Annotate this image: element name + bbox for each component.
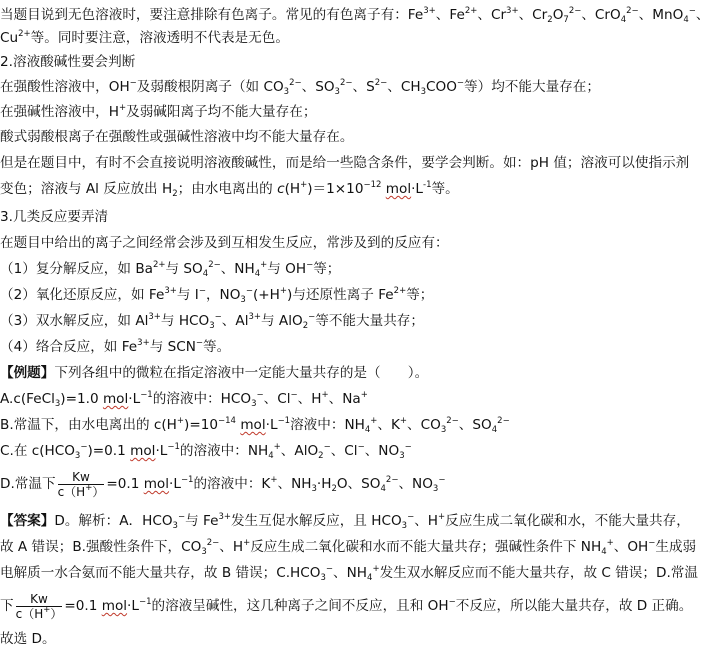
sup: + [321,390,329,400]
option-d [0,464,717,504]
answer-label: 【答案】 [0,513,55,529]
sup: − [306,260,314,270]
sup: 2− [385,475,399,485]
sub: 4 [491,425,498,435]
text: 等）均不能大量存在； [464,79,600,95]
sup: −1 [277,416,291,426]
section-3-title: 3.几类反应要弄清 [0,209,109,225]
sup: −1 [167,442,180,452]
text: )=1.0 [60,391,103,407]
text: 变色；溶液与 Al 反应放出 H [0,181,173,197]
example-stem [0,360,717,386]
text: 、Cr [518,7,548,23]
text: )=10 [184,417,219,433]
text: 、NO [398,476,433,492]
text: 的溶液中：K [193,476,271,492]
sub: 2 [318,451,324,461]
sup: 3+ [248,312,261,322]
sup: + [360,390,368,400]
sub: 3 [401,521,408,531]
text: 等。同时要注意，溶液透明不代表是无色。 [30,30,289,46]
option-a [0,386,717,412]
sup: − [404,442,412,452]
text: 、CH [387,79,421,95]
text: 、Cl [263,391,291,407]
sup: + [273,442,281,452]
text: 、NH [277,476,312,492]
sup: − [290,390,298,400]
text: ·L [155,443,168,459]
sup: 2+ [464,6,478,16]
sub: 3 [172,521,178,531]
text: 、NH [220,261,255,277]
sub: 3 [54,399,61,409]
text: D。解析：A．HCO [54,513,173,529]
sub: 3 [432,484,439,494]
sup: 3+ [164,286,177,296]
text: 、Fe [435,7,465,23]
section-2-title: 2.溶液酸碱性要会判断 [0,54,136,70]
text: (+H [252,287,280,303]
text: 、Cl [330,443,358,459]
option-b [0,412,717,438]
sup: 2− [339,78,353,88]
sup: − [198,286,206,296]
option-c [0,438,717,464]
text: （2）氧化还原反应，如 Fe [0,287,165,303]
mol-unit: mol [130,443,156,459]
text: 溶液中：NH [290,417,365,433]
fraction-denominator [57,482,105,499]
sup: 2− [626,6,639,16]
text: 发生双水解反应而不能大量共存，故 C 错误；D.常温 [379,565,698,581]
text: O、SO [336,476,381,492]
text: c（H [57,484,86,499]
text: 等。 [431,181,459,197]
sup: − [407,512,415,522]
sup: −1 [138,597,152,607]
sub: 4 [620,15,627,25]
text: 故 A 错误；B.强酸性条件下，CO [0,539,202,555]
text: 不反应，所以能大量共存，故 D 正确。 [455,598,693,614]
text: 、H [297,391,322,407]
text: ·H [316,476,332,492]
text: 生成弱 [655,539,697,555]
sup: −12 [363,180,382,190]
mol-unit: mol [385,181,412,197]
sub: 3 [334,87,340,97]
text: 反应生成二氧化碳和水而不能大量共存；强碱性条件下 NH [250,539,602,555]
text: ；由水电离出的 [177,181,278,197]
sup: + [43,604,51,615]
sup: 2− [374,78,388,88]
sup: 3+ [148,312,161,322]
sup: − [448,597,456,607]
sup: 3+ [218,512,231,522]
sup: − [325,564,334,574]
text: ，NO [205,287,241,303]
hint-line-2 [0,176,717,202]
text: （4）络合反应，如 Fe [0,339,138,355]
text: ·L [411,181,424,197]
text: 等； [406,287,434,303]
kw-fraction [58,470,105,499]
text: ·L [128,391,141,407]
sub: 3 [209,321,215,331]
sub: 4 [601,547,607,557]
text: ·L [169,476,181,492]
sup: -1 [423,180,432,190]
mol-unit: mol [102,391,129,407]
sup: 2− [208,260,221,270]
text: （3）双水解反应，如 Al [0,313,149,329]
sup: + [243,538,251,548]
sub: 4 [202,269,209,279]
text: 的溶液中：HCO [152,391,252,407]
text: 、 [695,7,710,23]
example-label: 【例题】 [0,365,55,381]
text: 、Cr [477,7,507,23]
text: 发生互促水解反应，且 HCO [230,513,402,529]
text: 、NH [333,565,368,581]
sup: + [176,416,185,426]
sup: + [279,286,288,296]
sup: 2− [497,416,510,426]
sub: 3 [251,399,257,409]
sub: 4 [380,484,386,494]
sub: 3 [440,425,447,435]
text: c（H [15,606,44,621]
sub: 4 [683,15,689,25]
fraction-numerator: Kw [16,592,63,607]
sup: − [323,442,331,452]
text: 在强碱性溶液中，H [0,104,119,120]
sub: 3 [74,451,81,461]
sub: 4 [367,573,373,583]
text: 、CO [407,417,441,433]
text: =0.1 [106,476,144,492]
text: C.在 c(HCO [0,443,75,459]
sup: −14 [218,416,236,426]
sub: 2 [302,321,309,331]
text: 与 SO [165,261,203,277]
text: 与 I [176,287,199,303]
sup: + [260,260,268,270]
answer-line-4 [0,586,717,626]
sup: − [195,338,204,348]
text: A.c(FeCl [0,391,55,407]
sup: − [357,442,365,452]
sub: 3 [240,295,246,305]
text: 当题目说到无色溶液时，要注意排除有色离子。常见的有色离子有：Fe [0,7,424,23]
text: 、SO [458,417,492,433]
sup: 2− [289,78,302,88]
text: COO [426,79,457,95]
text: 及弱酸根阴离子（如 CO [136,79,284,95]
text: 的溶液呈碱性，这几种离子之间不反应，且和 OH [151,598,449,614]
sub: 2 [547,15,553,25]
text: 与 AlO [261,313,303,329]
kw-fraction [16,592,63,621]
text: B.常温下，由水电离出的 c(H [0,417,177,433]
sup: − [177,512,186,522]
text: 等。 [203,339,231,355]
text: 、OH [613,539,649,555]
text: (H [284,181,301,197]
text: 、CrO [581,7,621,23]
acid-solution-line [0,74,717,100]
acid-salt-line: 酸式弱酸根离子在强酸性或强碱性溶液中均不能大量存在。 [0,129,354,145]
sub: 2 [172,189,178,199]
text: 与 OH [267,261,307,277]
text: 下列各组中的微粒在指定溶液中一定能大量共存的是（ ）。 [54,365,429,381]
reaction-4 [0,334,717,360]
text: 反应生成二氧化碳和水，不能大量共存， [445,513,690,529]
fraction-numerator: Kw [58,470,105,485]
text: 、H [219,539,244,555]
sup: − [456,78,465,88]
sup: + [370,416,378,426]
sup: 2+ [393,286,407,296]
sup: 3+ [506,6,519,16]
text: 、H [414,513,439,529]
sup: + [606,538,614,548]
text: 、AlO [280,443,319,459]
sup: − [80,442,88,452]
text: 等不能大量共存； [315,313,424,329]
text: 、Al [221,313,249,329]
mol-unit: mol [240,417,266,433]
text: 、K [377,417,400,433]
base-solution-line [0,99,717,125]
sub: 3 [420,87,426,97]
sup: 2− [446,416,459,426]
hint-line-1: 但是在题目中，有时不会直接说明溶液酸碱性，而是给一些隐含条件，要学会判断。如：pH 值；溶液可以使指示剂 [0,155,690,171]
mol-unit: mol [101,598,128,614]
sub: 2 [331,484,337,494]
sup: + [300,180,308,190]
reactions-intro: 在题目中给出的离子之间经常会涉及到互相发生反应，常涉及到的反应有： [0,235,449,251]
answer-line-3 [0,560,717,586]
sup: 2+ [152,260,166,270]
text: O [552,7,564,23]
answer-line-5: 故选 D。 [0,631,56,647]
reaction-3 [0,308,717,334]
sub: 3 [201,547,207,557]
sub: 7 [563,15,569,25]
sup: −1 [180,475,194,485]
text: 及弱碱阳离子均不能大量存在； [126,104,317,120]
text: D.常温下 [0,476,56,492]
sup: − [214,312,222,322]
sup: 3+ [137,338,150,348]
sup: + [85,482,93,493]
sub: 3 [320,573,326,583]
text: 在强酸性溶液中，OH [0,79,130,95]
sup: 2− [568,6,582,16]
sub: 4 [254,269,261,279]
text: （1）复分解反应，如 Ba [0,261,153,277]
sup: + [438,512,446,522]
answer-line-2 [0,534,717,560]
sup: − [245,286,253,296]
text: 电解质一水合氨而不能大量共存，故 B 错误；C.HCO [0,565,321,581]
sup: −1 [140,390,153,400]
text: )与还原性离子 Fe [287,287,394,303]
sup: − [256,390,264,400]
text: 、Na [328,391,361,407]
text: ·L [127,598,139,614]
sub: 3 [399,451,405,461]
sup: − [688,6,696,16]
sup: − [129,78,137,88]
text: 与 SCN [149,339,196,355]
text: 、NO [364,443,400,459]
text: )＝1×10 [307,181,364,197]
sub: 4 [268,451,274,461]
sup: − [648,538,656,548]
sub: 4 [364,425,371,435]
text: ） [92,484,105,499]
text: =0.1 [64,598,102,614]
text: 、SO [301,79,335,95]
sup: 2+ [18,29,31,39]
reaction-2 [0,282,717,308]
sup: − [308,312,316,322]
sup: − [438,475,446,485]
sup: + [118,103,127,113]
text: ·L [265,417,278,433]
text: 、MnO [638,7,684,23]
text: 、S [352,79,375,95]
text: 与 HCO [160,313,210,329]
text: 与 Fe [185,513,219,529]
text: 等； [313,261,341,277]
text: Cu [0,30,19,46]
fraction-denominator [15,604,63,621]
answer-line-1 [0,508,717,534]
sup: 2− [206,538,220,548]
italic-c: c [277,181,285,197]
mol-unit: mol [143,476,170,492]
text: ） [50,606,63,621]
sup: 3+ [423,6,436,16]
text: 的溶液中：NH [179,443,269,459]
sub: 3 [283,87,290,97]
sup: + [372,564,380,574]
text: 下 [0,598,14,614]
colored-ions-line-2 [0,25,717,51]
text: )=0.1 [87,443,131,459]
sup: + [270,475,278,485]
sup: + [399,416,408,426]
reaction-1 [0,256,717,282]
sub: 3 [311,484,317,494]
